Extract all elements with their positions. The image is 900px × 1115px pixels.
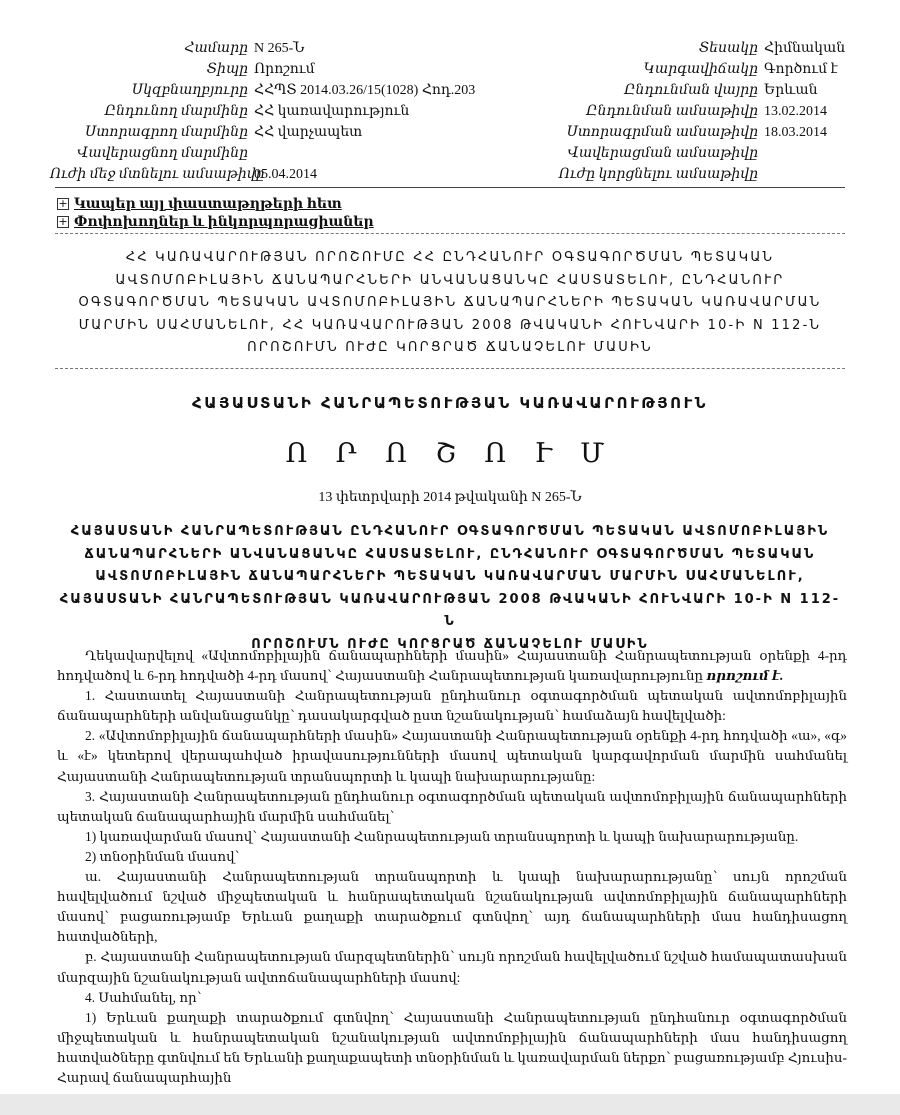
meta-label: Սկզբնաղբյուրը (131, 83, 248, 98)
title-line: ՈՐՈՇՈՒՄՆ ՈՒԺԸ ԿՈՐՑՐԱԾ ՃԱՆԱՉԵԼՈՒ ՄԱՍԻՆ (251, 636, 649, 652)
meta-row (520, 38, 880, 59)
meta-value: ՀՀ կառավարություն (254, 104, 410, 119)
meta-row (50, 38, 520, 59)
link-related-documents[interactable] (57, 195, 374, 213)
title-line: ՕԳՏԱԳՈՐԾՄԱՆ ՊԵՏԱԿԱՆ ԱՎՏՈՄՈԲԻԼԱՅԻՆ ՃԱՆԱՊԱՐՀՆԵՐԻ ՊԵՏԱԿԱՆ ԿԱՌԱՎԱՐՄԱՆ (78, 295, 822, 310)
meta-row (520, 164, 880, 185)
title-line: ՀԱՅԱՍՏԱՆԻ ՀԱՆՐԱՊԵՏՈՒԹՅԱՆ ԸՆԴՀԱՆՈՒՐ ՕԳՏԱԳՈՐԾՄԱՆ ՊԵՏԱԿԱՆ ԱՎՏՈՄՈԲԻԼԱՅԻՆ (70, 524, 830, 539)
meta-row (50, 59, 520, 80)
preamble-paragraph (57, 646, 847, 686)
meta-label: Տիպը (206, 62, 248, 77)
link-amendments[interactable] (57, 213, 374, 231)
body-paragraph: 1) կառավարման մասով՝ Հայաստանի Հանրապետության տրանսպորտի և կապի նախարարությանը. (85, 828, 799, 844)
bottom-bar (0, 1094, 900, 1115)
meta-row (50, 122, 520, 143)
meta-label: Կարգավիճակը (643, 62, 758, 77)
meta-label: Ստորագրման ամսաթիվը (566, 125, 758, 140)
meta-value (764, 164, 880, 185)
meta-value: 13.02.2014 (764, 104, 827, 119)
meta-row (50, 101, 520, 122)
expand-plus-icon[interactable]: + (58, 197, 68, 210)
divider (55, 368, 845, 369)
body-paragraph: 1) Երևան քաղաքի տարածքում գտնվող՝ Հայաստանի Հանրապետության ընդհանուր օգտագործման միջպետական և հանրապետական նշանակության ավտոմոբիլային ճանապարհների մաս հանդիսացող հատվածները գտնվում են Երևանի քաղաքապետի տնօրինման և կառավարման ներքո՝ բացառությամբ Հյուսիս-Հարավ ճանապարհային (57, 1009, 847, 1085)
title-line: ԱՎՏՈՄՈԲԻԼԱՅԻՆ ՃԱՆԱՊԱՐՀՆԵՐԻ ՊԵՏԱԿԱՆ ԿԱՌԱՎԱՐՄԱՆ ՄԱՐՄԻՆ ՍԱՀՄԱՆԵԼՈՒ, (95, 569, 805, 584)
meta-label: Վավերացնող մարմինը (77, 146, 248, 161)
document-summary-title (60, 247, 840, 360)
body-paragraph: 3. Հայաստանի Հանրապետության ընդհանուր օգտագործման պետական ավտոմոբիլային ճանապարհների պետական ճանապարհային մարմին սահմանել՝ (57, 788, 847, 824)
meta-label: Ընդունման ամսաթիվը (586, 104, 758, 119)
meta-value: Որոշում (254, 62, 315, 77)
meta-value: 05.04.2014 (254, 167, 317, 182)
meta-right-column (520, 38, 880, 185)
title-line: ՀՀ ԿԱՌԱՎԱՐՈՒԹՅԱՆ ՈՐՈՇՈՒՄԸ ՀՀ ԸՆԴՀԱՆՈՒՐ ՕԳՏԱԳՈՐԾՄԱՆ ՊԵՏԱԿԱՆ (125, 250, 775, 265)
meta-label: Ստորագրող մարմինը (85, 125, 248, 140)
meta-label: Ուժի մեջ մտնելու ամսաթիվը (50, 167, 265, 182)
meta-value: N 265-Ն (254, 41, 305, 56)
decision-heading: Ո Ր Ո Շ Ո Ւ Մ (285, 438, 615, 469)
related-links (57, 195, 374, 231)
body-paragraph: 2. «Ավտոմոբիլային ճանապարհների մասին» Հայաստանի Հանրապետության օրենքի 4-րդ հոդվածի «ա», «գ» և «է» կետերով վերապահված իրավասությունների մասով պետական կարգավորման մարմին սահմանել Հայաստանի Հանրապետության տրանսպորտի և կապի նախարարությանը: (57, 728, 847, 784)
meta-label: Տեսակը (698, 41, 758, 56)
preamble-text: Ղեկավարվելով «Ավտոմոբիլային ճանապարհների մասին» Հայաստանի Հանրապետության օրենքի 4-րդ հոդվածով և 6-րդ հոդվածի 4-րդ մասով՝ Հայաստանի Հանրապետության կառավարությունը (57, 648, 847, 684)
meta-row (520, 143, 880, 164)
title-line: ՃԱՆԱՊԱՐՀՆԵՐԻ ԱՆՎԱՆԱՑԱՆԿԸ ՀԱՍՏԱՏԵԼՈՒ, ԸՆԴՀԱՆՈՒՐ ՕԳՏԱԳՈՐԾՄԱՆ ՊԵՏԱԿԱՆ (84, 546, 816, 562)
meta-row (520, 59, 880, 80)
meta-row (50, 80, 520, 101)
meta-row (50, 143, 520, 164)
divider (55, 187, 845, 188)
link-label[interactable]: Կապեր այլ փաստաթղթերի հետ (74, 196, 342, 212)
body-paragraph: 2) տնօրինման մասով՝ (85, 848, 240, 864)
document-body (57, 646, 847, 1088)
decision-date: 13 փետրվարի 2014 թվականի N 265-Ն (318, 490, 582, 505)
decision-title (55, 521, 845, 656)
meta-value: 18.03.2014 (764, 125, 827, 140)
title-line: ՀԱՅԱՍՏԱՆԻ ՀԱՆՐԱՊԵՏՈՒԹՅԱՆ ԿԱՌԱՎԱՐՈՒԹՅԱՆ 2008 ԹՎԱԿԱՆԻ ՀՈՒՆՎԱՐԻ 10-Ի N 112-Ն (59, 591, 841, 629)
meta-value (254, 143, 520, 164)
government-heading: ՀԱՅԱՍՏԱՆԻ ՀԱՆՐԱՊԵՏՈՒԹՅԱՆ ԿԱՌԱՎԱՐՈՒԹՅՈՒՆ (192, 394, 708, 412)
meta-row (50, 164, 520, 185)
meta-value (764, 143, 880, 164)
body-paragraph: 1. Հաստատել Հայաստանի Հանրապետության ընդհանուր օգտագործման պետական ավտոմոբիլային ճանապարհների անվանացանկը՝ դասակարգված ըստ նշանակության՝ համաձայն հավելվածի: (57, 688, 847, 724)
meta-left-column (50, 38, 520, 185)
meta-value: Հիմնական (764, 41, 846, 56)
meta-value: ՀՀՊՏ 2014.03.26/15(1028) Հոդ.203 (254, 83, 476, 98)
meta-label: Ընդունման վայրը (624, 83, 758, 98)
title-line: ԱՎՏՈՄՈԲԻԼԱՅԻՆ ՃԱՆԱՊԱՐՀՆԵՐԻ ԱՆՎԱՆԱՑԱՆԿԸ ՀԱՍՏԱՏԵԼՈՒ, ԸՆԴՀԱՆՈՒՐ (115, 272, 785, 288)
title-line: ՈՐՈՇՈՒՄՆ ՈՒԺԸ ԿՈՐՑՐԱԾ ՃԱՆԱՉԵԼՈՒ ՄԱՍԻՆ (247, 340, 653, 355)
meta-value: ՀՀ վարչապետ (254, 125, 363, 140)
body-paragraph: բ. Հայաստանի Հանրապետության մարզպետներին՝ սույն որոշման հավելվածում նշված համապատասխան մարզային նշանակության ավտոճանապարհների մասով: (57, 949, 847, 985)
meta-label: Համարը (184, 41, 248, 56)
divider (55, 233, 845, 234)
link-label[interactable]: Փոփոխողներ և ինկորպորացիաներ (74, 214, 374, 230)
meta-row (520, 122, 880, 143)
title-line: ՄԱՐՄԻՆ ՍԱՀՄԱՆԵԼՈՒ, ՀՀ ԿԱՌԱՎԱՐՈՒԹՅԱՆ 2008 ԹՎԱԿԱՆԻ ՀՈՒՆՎԱՐԻ 10-Ի N 112-Ն (78, 317, 822, 333)
meta-value: Երևան (764, 83, 818, 98)
body-paragraph: ա. Հայաստանի Հանրապետության տրանսպորտի և կապի նախարարությանը՝ սույն որոշման հավելվածում նշված միջպետական և հանրապետական նշանակության ավտոմոբիլային ճանապարհների մասով՝ բացառությամբ Երևան քաղաքի տարածքում գտնվող՝ այդ ճանապարհների մաս հանդիսացող հատվածների, (57, 869, 847, 945)
meta-label: Ընդունող մարմինը (104, 104, 248, 119)
meta-value: Գործում է (764, 62, 838, 77)
meta-row (520, 101, 880, 122)
decides-text: որոշում է. (706, 668, 784, 684)
expand-plus-icon[interactable]: + (58, 215, 68, 228)
meta-label: Վավերացման ամսաթիվը (567, 146, 758, 161)
body-paragraph: 4. Սահմանել, որ՝ (85, 989, 202, 1005)
meta-label: Ուժը կորցնելու ամսաթիվը (558, 167, 758, 182)
meta-row (520, 80, 880, 101)
